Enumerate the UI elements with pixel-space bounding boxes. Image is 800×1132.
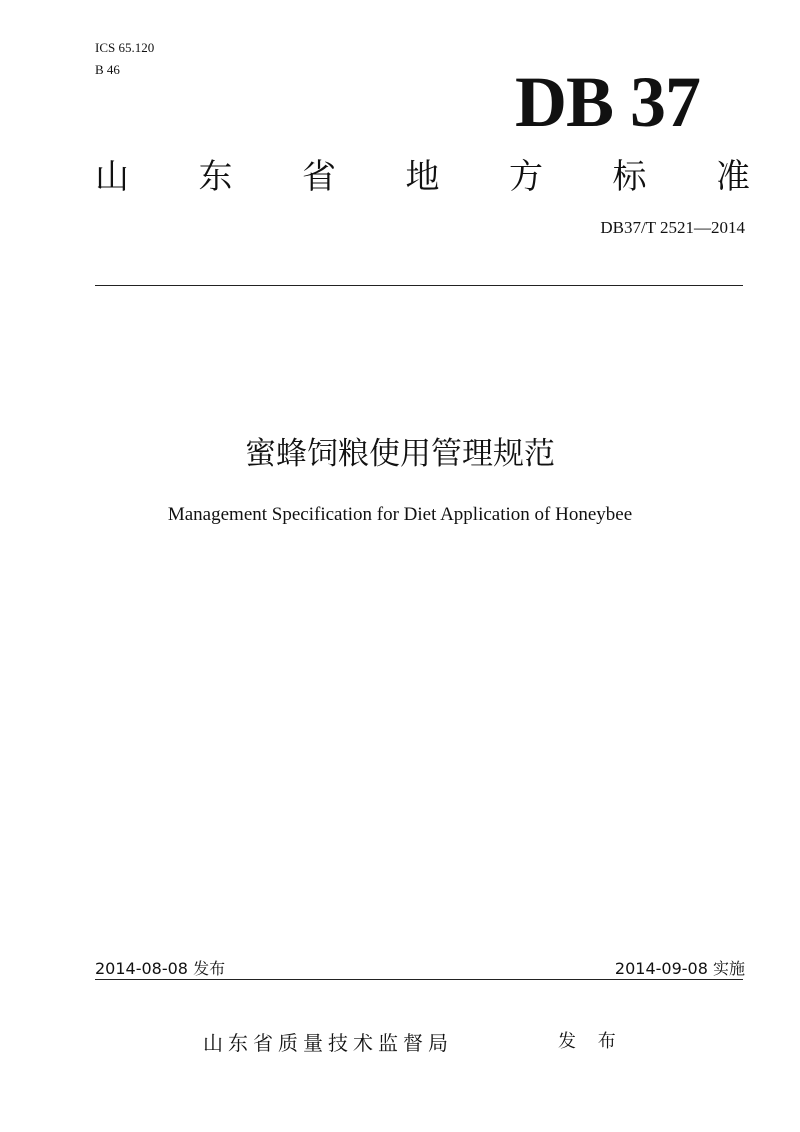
standard-number: DB37/T 2521—2014 — [600, 218, 745, 237]
ics-code: ICS 65.120 — [95, 40, 155, 55]
implementation-date: 2014-09-08 实施 — [614, 959, 745, 978]
standard-type-heading — [95, 155, 750, 199]
standard-logo: DB 37 — [515, 62, 701, 142]
document-title-english: Management Specification for Diet Application of Honeybee — [167, 504, 633, 525]
issue-date: 2014-08-08 发布 — [95, 959, 226, 978]
top-divider — [95, 285, 743, 286]
standard-type-char: 山 — [95, 157, 129, 197]
standard-type-char: 省 — [302, 157, 336, 197]
bottom-divider — [95, 979, 743, 980]
publisher-name: 山东省质量技术监督局 — [203, 1031, 453, 1055]
publish-label: 发 布 — [558, 1031, 624, 1052]
classification-code: B 46 — [95, 62, 120, 77]
standard-type-char: 东 — [198, 157, 233, 197]
standard-type-char: 地 — [405, 157, 440, 197]
standard-type-char: 准 — [716, 157, 750, 197]
document-title-chinese: 蜜蜂饲粮使用管理规范 — [245, 436, 555, 472]
standard-type-char: 方 — [509, 157, 543, 197]
standard-type-char: 标 — [612, 157, 647, 197]
